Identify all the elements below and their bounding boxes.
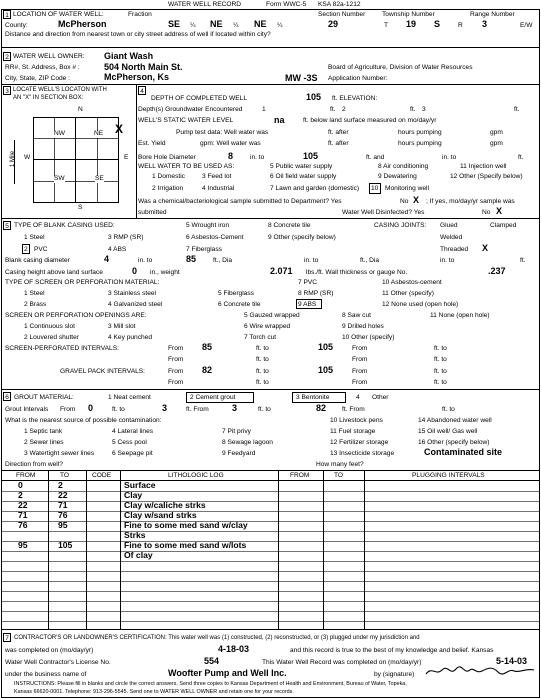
log-row-text: Clay w/sand strks — [124, 510, 197, 520]
section-4-number: 4 — [138, 86, 146, 95]
grout-2: 2 Cement grout — [190, 394, 236, 401]
depth-label: DEPTH OF COMPLETED WELL — [151, 95, 247, 102]
log-row-divider — [1, 561, 540, 562]
opening-7: 7 Torch cut — [244, 334, 277, 341]
log-row-divider — [1, 501, 540, 502]
casing-7: 7 Fiberglass — [186, 246, 222, 253]
pump-hours: hours pumping — [398, 129, 442, 136]
screen-10: 10 Asbestos-cement — [382, 279, 442, 286]
src-10: 10 Livestock pens — [330, 417, 383, 424]
weight-value: 2.071 — [270, 266, 293, 276]
compass-w: W — [24, 154, 31, 161]
blank-ft-dia-2: ft., Dia — [360, 257, 380, 264]
use-10: 10 — [371, 185, 379, 192]
log-row-divider — [1, 551, 540, 552]
use-5: 5 Public water supply — [270, 163, 333, 170]
use-9: 9 Dewatering — [378, 173, 417, 180]
log-row-divider — [1, 531, 540, 532]
src-7: 7 Pit privy — [222, 428, 251, 435]
county-label: County: — [5, 22, 28, 29]
gp-ft-to-2: ft. to — [434, 368, 447, 375]
distance-label: Distance and direction from nearest town or city street address of well if located within city? — [5, 31, 271, 38]
chemical-no: No — [400, 198, 409, 205]
well-location-mark: X — [115, 122, 124, 136]
weight-label: in., weight — [150, 269, 180, 276]
gi-ft-to: ft. to — [112, 406, 125, 413]
opening-10: 10 Other (specify) — [342, 334, 395, 341]
groundwater-label: Depth(s) Groundwater Encountered — [138, 106, 243, 113]
direction-label: Direction from well? — [5, 461, 63, 468]
screen-1: 1 Steel — [24, 290, 45, 297]
spi-from-label-2: From — [352, 345, 368, 352]
log-row-from: 76 — [18, 520, 28, 530]
src-1: 1 Septic tank — [24, 428, 63, 435]
wall-value: .237 — [488, 266, 506, 276]
blank-in-to-3: in. to — [440, 257, 455, 264]
gp-ft-to: ft. to — [256, 368, 269, 375]
casing-3: 3 RMP (SR) — [108, 234, 144, 241]
screen-2: 2 Brass — [24, 301, 47, 308]
gravel-label: GRAVEL PACK INTERVALS: — [60, 368, 146, 375]
log-row-from: 2 — [18, 490, 23, 500]
yield-hours: hours pumping — [398, 140, 442, 147]
glued: Glued — [440, 222, 458, 229]
log-row-divider — [1, 541, 540, 542]
log-header-plugging: PLUGGING INTERVALS — [412, 472, 485, 479]
log-row-to: 95 — [58, 520, 68, 530]
gi-to: 3 — [162, 403, 168, 413]
gw-3: 3 — [422, 106, 426, 113]
license-label: Water Well Contractor's License No. — [5, 659, 111, 666]
grout-3: 3 Bentonite — [296, 394, 330, 401]
src-4: 4 Lateral lines — [112, 428, 154, 435]
bore-diameter: 8 — [228, 151, 234, 161]
quadrant-ne: NE — [94, 130, 104, 137]
section-value: 29 — [328, 19, 339, 29]
use-3: 3 Feed lot — [202, 173, 232, 180]
opening-1: 1 Continuous slot — [24, 323, 75, 330]
spi-ft-to-4: ft. to — [434, 356, 447, 363]
fraction-3: NE — [254, 19, 267, 29]
locate-title-2: AN "X" IN SECTION BOX: — [13, 95, 84, 101]
gi-ft-to-3: ft. to — [442, 406, 455, 413]
chemical-x: X — [413, 195, 420, 205]
disinfected-x: X — [496, 206, 503, 216]
gp-from-label-3: From — [168, 379, 184, 386]
form-title: WATER WELL RECORD — [168, 1, 242, 8]
casing-height-label: Casing height above land surface — [5, 269, 103, 276]
owner-label: WATER WELL OWNER: — [13, 53, 85, 60]
clamped: Clamped — [490, 222, 517, 229]
spi-ft-to-2: ft. to — [434, 345, 447, 352]
gp-from-label: From — [168, 368, 184, 375]
use-1: 1 Domestic — [152, 173, 185, 180]
log-header-to: TO — [60, 472, 70, 479]
bore-in-to: in. to — [250, 154, 265, 161]
pump-gpm: gpm — [490, 129, 503, 136]
blank-in-to-2: in. to — [304, 257, 319, 264]
yield-after: ft. after — [328, 140, 349, 147]
chemical-label: Was a chemical/bacteriological sample submitted to Department? Yes — [138, 198, 342, 205]
yield-mid: gpm: Well water was — [200, 140, 261, 147]
city-value: McPherson, Ks — [104, 72, 170, 82]
quadrant-sw: SW — [54, 175, 65, 182]
gp-from-label-2: From — [352, 368, 368, 375]
src-12: 12 Fertilizer storage — [330, 439, 389, 446]
contaminated-site: Contaminated site — [424, 447, 503, 457]
src-13: 13 Insecticide storage — [330, 450, 395, 457]
section-number-label: Section Number — [318, 11, 366, 18]
gi-from-2: 3 — [232, 403, 238, 413]
gi-ft-from: ft. From — [186, 406, 209, 413]
mw-label: MW -3S — [285, 73, 318, 83]
owner-value: Giant Wash — [104, 51, 154, 61]
src-8: 8 Sewage lagoon — [222, 439, 273, 446]
log-row-divider — [1, 611, 540, 612]
log-row-from: 0 — [18, 480, 23, 490]
section-7-number: 7 — [3, 633, 11, 642]
gw-1-ft: ft. — [330, 106, 336, 113]
address-value: 504 North Main St. — [104, 62, 183, 72]
use-4: 4 Industrial — [202, 185, 235, 192]
how-many-feet-label: How many feet? — [316, 461, 364, 468]
blank-to: 85 — [186, 254, 197, 264]
license-value: 554 — [204, 656, 220, 666]
elevation-label: ft. ELEVATION: — [332, 95, 378, 102]
range-ew: E/W — [520, 22, 533, 29]
src-2: 2 Sewer lines — [24, 439, 64, 446]
blank-ft-dia-1: ft., Dia — [213, 257, 233, 264]
gp-to: 105 — [318, 365, 334, 375]
log-row-text: Clay — [124, 490, 143, 500]
opening-6: 6 Wire wrapped — [244, 323, 291, 330]
bore-ft: ft. — [518, 154, 524, 161]
section-2-number: 2 — [3, 52, 11, 61]
compass-n: N — [78, 106, 83, 113]
spi-to: 105 — [318, 342, 334, 352]
grout-intervals-label: Grout Intervals — [5, 406, 49, 413]
section-box — [33, 117, 119, 203]
disinfected-no: No — [482, 209, 491, 216]
instructions-1: INSTRUCTIONS: Please fill in blanks and circle the correct answers. Send three copies to Kansas Department of Health and Environment, Bureau of Water, Topeka, — [14, 681, 407, 687]
yield-gpm: gpm — [490, 140, 503, 147]
township-value: 19 — [406, 19, 417, 29]
section-5-number: 5 — [3, 221, 11, 230]
opening-9: 9 Drilled holes — [342, 323, 384, 330]
bore-to: 105 — [303, 151, 319, 161]
casing-5: 5 Wrought iron — [186, 222, 230, 229]
screen-8: 8 RMP (SR) — [298, 290, 334, 297]
spi-from-label-4: From — [352, 356, 368, 363]
mile-label: 1 Mile — [10, 150, 17, 168]
completed-label: was completed on (mo/day/yr) — [5, 647, 94, 654]
grout-4: 4 — [356, 394, 360, 401]
gw-2-ft: ft. — [410, 106, 416, 113]
gi-from: 0 — [88, 403, 94, 413]
log-row-to: 105 — [58, 540, 73, 550]
threaded-x: X — [482, 243, 489, 253]
depth-value: 105 — [306, 92, 322, 102]
bore-ft-and: ft. and — [366, 154, 385, 161]
screen-5: 5 Fiberglass — [218, 290, 254, 297]
range-value: 3 — [482, 19, 488, 29]
locate-title-1: LOCATE WELL'S LOCATON WITH — [13, 87, 107, 93]
log-row-from: 22 — [18, 500, 28, 510]
fraction-1: SE — [168, 19, 181, 29]
screen-12: 12 None used (open hole) — [382, 301, 459, 308]
grout-1: 1 Neat cement — [108, 394, 151, 401]
src-15: 15 Oil well/ Gas well — [418, 428, 478, 435]
use-11: 11 Injection well — [460, 163, 507, 170]
use-7: 7 Lawn and garden (domestic) — [270, 185, 360, 192]
opening-2: 2 Louvered shutter — [24, 334, 79, 341]
county-value: McPherson — [58, 19, 107, 29]
log-row-text: Surface — [124, 480, 156, 490]
opening-5: 5 Gauzed wrapped — [244, 312, 300, 319]
log-row-to: 22 — [58, 490, 68, 500]
gp-from: 82 — [202, 365, 213, 375]
src-5: 5 Cess pool — [112, 439, 147, 446]
business-label: under the business name of — [5, 671, 87, 678]
wall-label: lbs./ft. Wall thickness or gauge No. — [306, 269, 408, 276]
record-date: 5-14-03 — [496, 656, 528, 666]
log-header-code: CODE — [92, 472, 112, 479]
opening-11: 11 None (open hole) — [430, 312, 490, 319]
log-header-to-2: TO — [334, 472, 344, 479]
casing-1: 1 Steel — [24, 234, 45, 241]
log-header-from-2: FROM — [290, 472, 310, 479]
log-row-to: 71 — [58, 500, 68, 510]
completed-value: 4-18-03 — [218, 644, 250, 654]
log-row-to: 2 — [58, 480, 63, 490]
screen-9: 9 ABS — [298, 301, 317, 308]
gi-to-2: 82 — [316, 403, 327, 413]
log-row-divider — [1, 511, 540, 512]
bore-in-to-2: in. to — [442, 154, 457, 161]
grout-other: Other — [372, 394, 389, 401]
board-label: Board of Agriculture, Division of Water Resources — [328, 64, 473, 71]
township-number-label: Township Number — [382, 11, 435, 18]
compass-e: E — [124, 154, 129, 161]
static-value: na — [274, 115, 285, 125]
casing-height: 0 — [132, 266, 138, 276]
src-11: 11 Fuel storage — [330, 428, 376, 435]
location-label: LOCATION OF WATER WELL: — [13, 11, 104, 18]
chemical-tail: ; If yes, mo/day/yr sample was — [426, 198, 515, 205]
gp-ft-to-3: ft. to — [256, 379, 269, 386]
blank-in-to: in. to — [138, 257, 153, 264]
src-3: 3 Watertight sewer lines — [24, 450, 95, 457]
spi-from-label-3: From — [168, 356, 184, 363]
log-row-divider — [1, 521, 540, 522]
screen-4: 4 Galvanized steel — [108, 301, 163, 308]
quarter-2: ¼ — [233, 22, 239, 29]
city-label: City, State, ZIP Code : — [5, 75, 70, 82]
screen-11: 11 Other (specify) — [382, 290, 434, 297]
range-number-label: Range Number — [470, 11, 515, 18]
log-row-to: 76 — [58, 510, 68, 520]
screen-intervals-label: SCREEN-PERFORATED INTERVALS: — [5, 345, 119, 352]
quarter-3: ¼ — [277, 22, 283, 29]
log-header-lithologic: LITHOLOGIC LOG — [168, 472, 224, 479]
township-t: T — [384, 22, 389, 29]
quadrant-nw: NW — [54, 130, 65, 137]
casing-joints-label: CASING JOINTS: — [374, 222, 427, 229]
threaded: Threaded — [440, 246, 469, 253]
blank-diameter: 4 — [104, 254, 110, 264]
log-row-divider — [1, 581, 540, 582]
screen-6: 6 Concrete tile — [218, 301, 261, 308]
casing-4: 4 ABS — [108, 246, 127, 253]
opening-8: 8 Saw cut — [342, 312, 371, 319]
casing-pvc: PVC — [34, 246, 48, 253]
gi-ft-from-2: ft. From — [342, 406, 365, 413]
log-row-divider — [1, 491, 540, 492]
log-row-text: Fine to some med sand w/clay — [124, 520, 248, 530]
blank-casing-label: Blank casing diameter — [5, 257, 70, 264]
casing-6: 6 Asbestos-Cement — [186, 234, 244, 241]
static-tail: ft. below land surface measured on mo/day/yr — [303, 117, 437, 124]
submitted-label: submitted — [138, 209, 167, 216]
fraction-label: Fraction — [128, 11, 152, 18]
gp-ft-to-4: ft. to — [434, 379, 447, 386]
src-16: 16 Other (specify below) — [418, 439, 490, 446]
log-row-text: Fine to some med sand w/lots — [124, 540, 247, 550]
opening-4: 4 Key punched — [108, 334, 152, 341]
quarter-1: ¼ — [190, 22, 196, 29]
section-6-number: 6 — [3, 392, 11, 401]
casing-label: TYPE OF BLANK CASING USED: — [14, 222, 115, 229]
quadrant-se: SE — [95, 175, 104, 182]
log-row-divider — [1, 621, 540, 622]
casing-8: 8 Concrete tile — [268, 222, 311, 229]
log-row-text: Clay w/caliche strks — [124, 500, 206, 510]
log-row-from: 95 — [18, 540, 28, 550]
use-6: 6 Oil field water supply — [270, 173, 337, 180]
form-number: Form WWC-5 — [266, 1, 307, 8]
section-3-number: 3 — [3, 86, 11, 95]
gi-ft-to-2: ft. to — [258, 406, 271, 413]
log-row-text: Strks — [124, 530, 146, 540]
yield-label: Est. Yield — [138, 140, 166, 147]
address-label: RR#, St. Address, Box # : — [5, 64, 80, 71]
spi-from-label: From — [168, 345, 184, 352]
pump-after: ft. after — [328, 129, 349, 136]
log-header-from: FROM — [16, 472, 36, 479]
log-row-text: Of clay — [124, 550, 153, 560]
use-2: 2 Irrigation — [152, 185, 184, 192]
instructions-2: Kansas 66620-0001. Telephone: 913-296-5545. Send one to WATER WELL OWNER and retain one for your records. — [14, 689, 294, 695]
screen-label: TYPE OF SCREEN OR PERFORATION MATERIAL: — [5, 279, 160, 286]
screen-3: 3 Stainless steel — [108, 290, 157, 297]
certification-text: CONTRACTOR'S OR LANDOWNER'S CERTIFICATION: This water well was (1) constructed, (2) reconstructed, or (3) plugged under my jurisdiction and — [14, 635, 420, 641]
gw-2: 2 — [342, 106, 346, 113]
range-r: R — [458, 22, 463, 29]
township-s: S — [434, 19, 441, 29]
openings-label: SCREEN OR PERFORATION OPENINGS ARE: — [5, 312, 147, 319]
grout-label: GROUT MATERIAL: — [14, 394, 74, 401]
spi-ft-to: ft. to — [256, 345, 269, 352]
application-label: Application Number: — [328, 75, 388, 82]
compass-s: S — [78, 204, 83, 211]
bore-label: Bore Hole Diameter — [138, 154, 196, 161]
log-row-divider — [1, 591, 540, 592]
spi-from: 85 — [202, 342, 213, 352]
src-14: 14 Abandoned water well — [418, 417, 492, 424]
static-label: WELL'S STATIC WATER LEVEL — [138, 117, 234, 124]
completed-tail: and this record is true to the best of my knowledge and belief. Kansas — [290, 647, 494, 654]
fraction-2: NE — [210, 19, 223, 29]
pump-test-label: Pump test data: Well water was — [176, 129, 269, 136]
gp-from-label-4: From — [352, 379, 368, 386]
use-10-label: Monitoring well — [385, 185, 429, 192]
gw-1: 1 — [262, 106, 266, 113]
section-1-number: 1 — [3, 10, 11, 19]
gi-from-label: From — [60, 406, 76, 413]
gw-3-ft: ft. — [514, 106, 520, 113]
signature-image — [424, 662, 536, 680]
opening-3: 3 Mill slot — [108, 323, 136, 330]
log-table — [1, 470, 540, 630]
screen-7: 7 PVC — [298, 279, 318, 286]
form-ksa: KSA 82a-1212 — [318, 1, 361, 8]
disinfected-label: Water Well Disinfected? Yes — [342, 209, 425, 216]
business-name: Woofter Pump and Well Inc. — [168, 668, 287, 678]
log-row-from: 71 — [18, 510, 28, 520]
signature-label: by (signature) — [374, 671, 415, 678]
casing-9: 9 Other (specify below) — [268, 234, 336, 241]
src-9: 9 Feedyard — [222, 450, 256, 457]
log-row-divider — [1, 601, 540, 602]
use-label: WELL WATER TO BE USED AS: — [138, 163, 235, 170]
casing-2: 2 — [24, 246, 28, 253]
use-12: 12 Other (Specify below) — [450, 173, 523, 180]
contamination-label: What is the nearest source of possible contamination: — [5, 417, 162, 424]
spi-ft-to-3: ft. to — [256, 356, 269, 363]
use-8: 8 Air conditioning — [378, 163, 429, 170]
welded: Welded — [440, 234, 463, 241]
license-tail: This Water Well Record was completed on (mo/day/yr) — [262, 659, 422, 666]
blank-ft-end: ft. — [520, 257, 526, 264]
log-row-divider — [1, 571, 540, 572]
src-6: 6 Seepage pit — [112, 450, 153, 457]
